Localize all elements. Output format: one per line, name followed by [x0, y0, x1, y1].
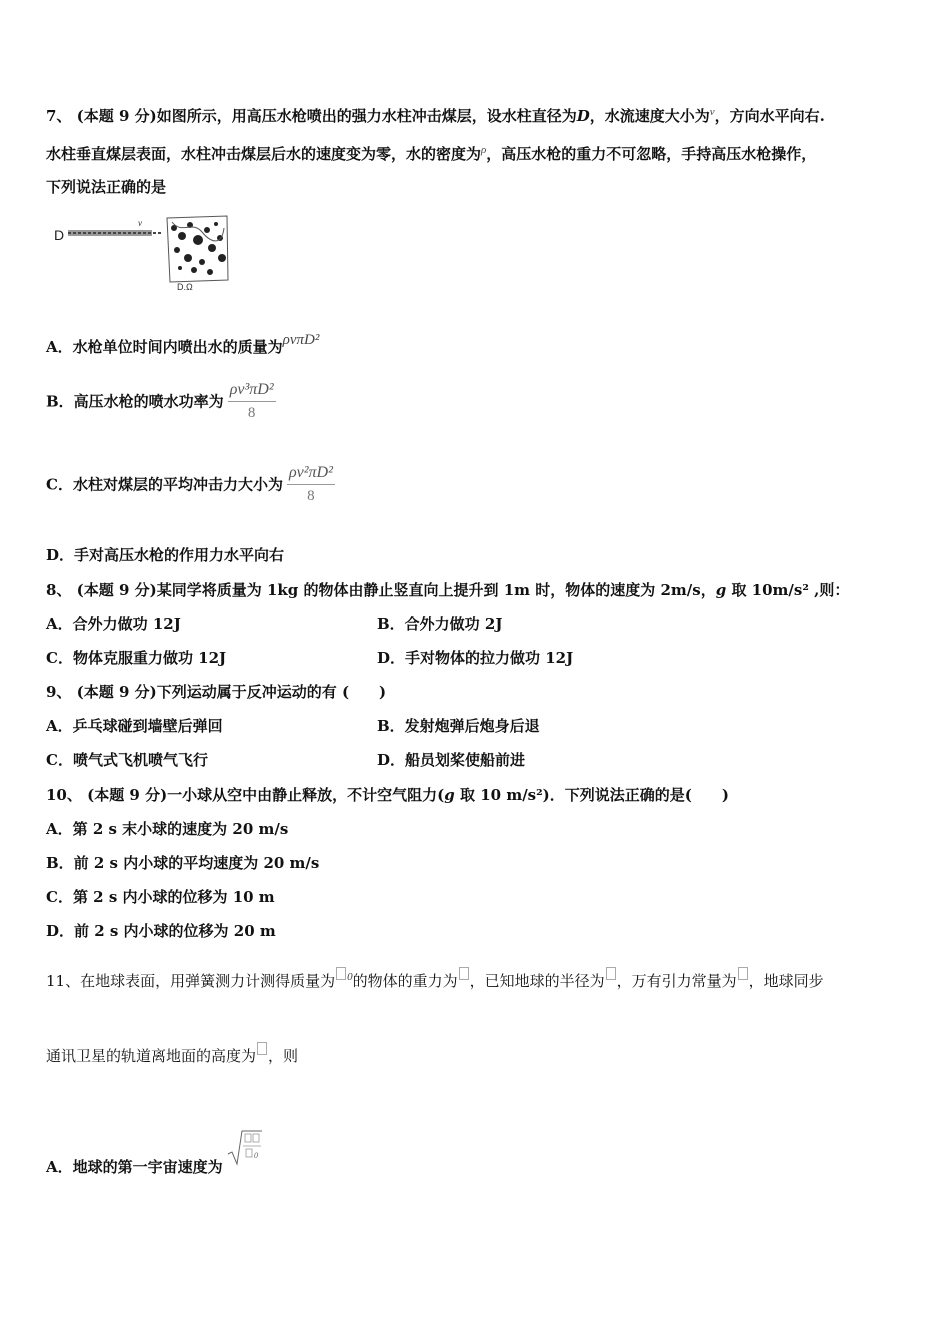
q7-option-d-text: D．手对高压水枪的作用力水平向右 [46, 546, 285, 564]
q9-option-c[interactable]: C．喷气式飞机喷气飞行 [46, 751, 208, 769]
q10-option-a[interactable] [46, 819, 288, 839]
q9-option-a[interactable]: A．乒乓球碰到墙壁后弹回 [46, 717, 223, 735]
q10-text: 取 10 m/s²)．下列说法正确的是( ) [454, 786, 729, 804]
q10-text: 10、 (本题 9 分)一小球从空中由静止释放，不计空气阻力( [46, 786, 445, 804]
var-g: g [715, 581, 727, 599]
placeholder-symbol [738, 967, 748, 980]
q7-option-c-text: C．水柱对煤层的平均冲击力大小为 [46, 475, 283, 494]
var-g: g [444, 786, 455, 804]
q11-text: 通讯卫星的轨道离地面的高度为 [46, 1047, 257, 1065]
q8-option-d[interactable]: D．手对物体的拉力做功 12J [377, 649, 574, 667]
formula-mass: ρvπD² [282, 332, 320, 348]
q11-option-a-text: A．地球的第一宇宙速度为 [46, 1158, 223, 1176]
q11-text: ，地球同步 [748, 972, 824, 990]
q8-stem [46, 580, 849, 600]
formula-power-denominator: 8 [247, 405, 256, 421]
q7-option-b[interactable] [46, 380, 276, 423]
q7-text: ，高压水枪的重力不可忽略，手持高压水枪操作， [486, 145, 817, 163]
water-gun-figure [52, 210, 242, 292]
subscript-zero: 0 [347, 971, 353, 983]
q10-option-c[interactable] [46, 887, 275, 907]
q9-options-row2 [46, 750, 906, 770]
q10-option-d[interactable] [46, 921, 276, 941]
q11-option-a[interactable] [46, 1128, 263, 1177]
q8-option-c[interactable]: C．物体克服重力做功 12J [46, 649, 227, 667]
q10-option-a-text: A．第 2 s 末小球的速度为 20 m/s [46, 820, 289, 838]
q9-options-row1 [46, 716, 906, 736]
var-rho: ρ [481, 144, 487, 156]
placeholder-symbol [459, 967, 469, 980]
q8-text: 取 10m/s² ,则： [726, 581, 850, 599]
figure-label-v: v [138, 218, 142, 228]
q11-text: 的物体的重力为 [352, 972, 458, 990]
q10-stem [46, 785, 729, 805]
q8-text: 8、 (本题 9 分)某同学将质量为 1kg 的物体由静止竖直向上提升到 1m 时，物体的速度为 2m/s， [46, 581, 716, 599]
var-v: v [709, 106, 715, 118]
formula-force-numerator: ρv²πD² [287, 463, 335, 485]
q11-text: ，则 [268, 1047, 299, 1065]
q9-option-d[interactable]: D．船员划桨使船前进 [377, 751, 526, 769]
q7-option-a[interactable] [46, 330, 319, 357]
placeholder-symbol [336, 967, 346, 980]
formula-force-denominator: 8 [307, 488, 315, 504]
q9-stem [46, 682, 386, 702]
formula-power-numerator: ρv³πD² [228, 380, 276, 402]
var-d: D [576, 107, 590, 125]
figure-label-bottom: D.Ω [177, 282, 193, 292]
q7-option-b-text: B．高压水枪的喷水功率为 [46, 392, 224, 411]
q8-option-b[interactable]: B．合外力做功 2J [377, 615, 503, 633]
q10-option-d-text: D．前 2 s 内小球的位移为 20 m [46, 922, 276, 940]
q10-option-b[interactable] [46, 853, 319, 873]
q7-text: 7、 (本题 9 分)如图所示，用高压水枪喷出的强力水柱冲击煤层，设水柱直径为 [46, 107, 577, 125]
q11-text: ，万有引力常量为 [616, 972, 737, 990]
q11-text: ，已知地球的半径为 [469, 972, 605, 990]
q8-option-a[interactable]: A．合外力做功 12J [46, 615, 181, 633]
q9-option-b[interactable]: B．发射炮弹后炮身后退 [377, 717, 540, 735]
q9-text: 9、 (本题 9 分)下列运动属于反冲运动的有 ( ) [46, 683, 387, 701]
q7-text: ，方向水平向右. [714, 107, 825, 125]
formula-power [228, 380, 276, 423]
q11-stem-line2 [46, 1042, 298, 1066]
q7-text: 水柱垂直煤层表面，水柱冲击煤层后水的速度变为零，水的密度为 [46, 145, 482, 163]
q7-option-a-text: A．水枪单位时间内喷出水的质量为 [46, 338, 283, 356]
q7-text: 下列说法正确的是 [46, 178, 167, 196]
q7-stem-line3 [46, 177, 166, 197]
q7-stem-line2 [46, 140, 816, 164]
placeholder-symbol [257, 1042, 267, 1055]
q10-option-b-text: B．前 2 s 内小球的平均速度为 20 m/s [46, 854, 320, 872]
q7-option-d[interactable] [46, 545, 284, 565]
q8-options-row2 [46, 648, 906, 668]
sqrt-formula-icon [227, 1128, 263, 1168]
q11-text: 11、在地球表面，用弹簧测力计测得质量为 [46, 972, 336, 990]
q11-stem-line1 [46, 967, 824, 991]
sqrt-subscript: 0 [253, 1151, 258, 1160]
q7-stem-line1 [46, 102, 825, 126]
placeholder-symbol [606, 967, 616, 980]
q7-text: ，水流速度大小为 [589, 107, 710, 125]
q10-option-c-text: C．第 2 s 内小球的位移为 10 m [46, 888, 275, 906]
formula-force [287, 463, 335, 506]
q8-options-row1 [46, 614, 906, 634]
q7-option-c[interactable] [46, 463, 335, 506]
figure-label-d: D [54, 227, 65, 243]
